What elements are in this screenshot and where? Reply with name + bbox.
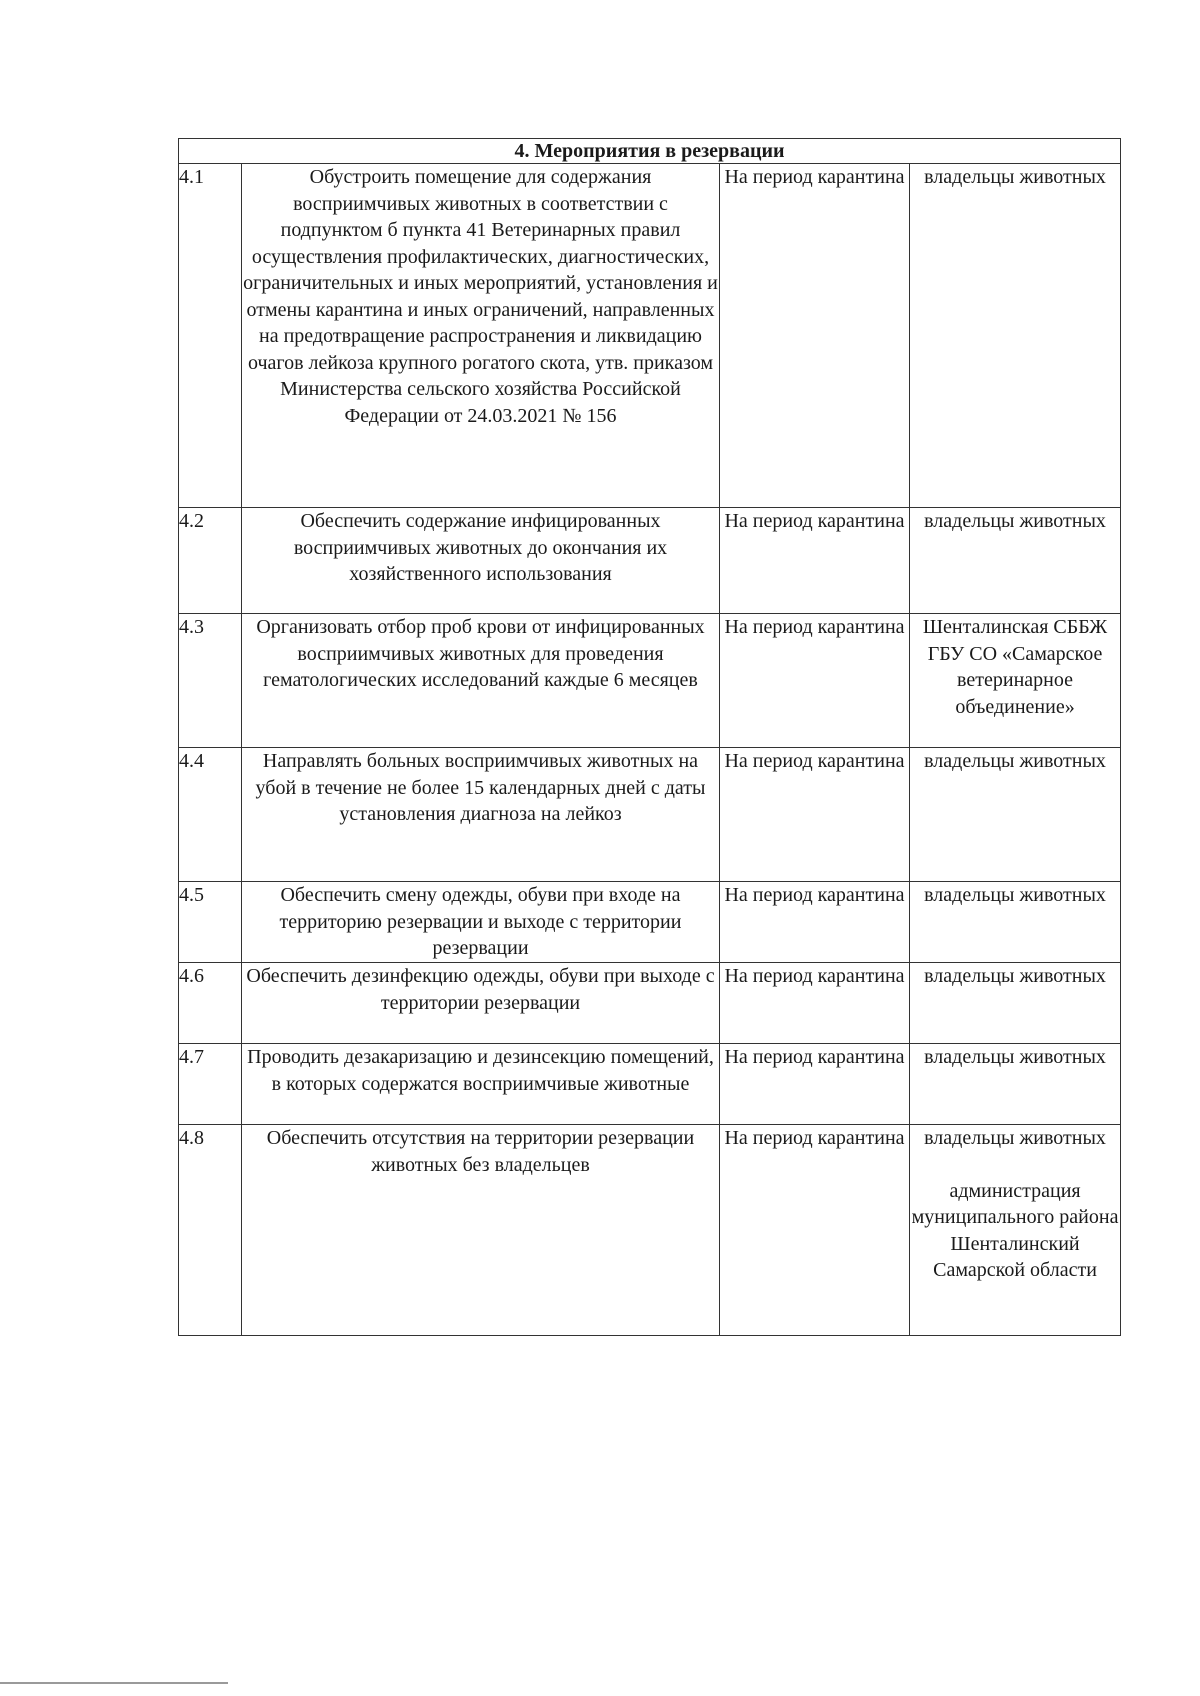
- table-row: [179, 1125, 1121, 1336]
- row-responsible: [910, 1044, 1121, 1125]
- row-period: На период карантина: [720, 614, 910, 748]
- responsible-party: владельцы животных: [924, 510, 1106, 532]
- responsible-party: владельцы животных: [924, 884, 1106, 906]
- table-row: [179, 963, 1121, 1044]
- row-responsible: [910, 614, 1121, 748]
- row-number: 4.4: [179, 748, 242, 882]
- row-period: На период карантина: [720, 882, 910, 963]
- row-description: Проводить дезакаризацию и дезинсекцию помещений, в которых содержатся восприимчивые животные: [242, 1044, 720, 1125]
- row-period: На период карантина: [720, 748, 910, 882]
- row-responsible: [910, 963, 1121, 1044]
- row-number: 4.3: [179, 614, 242, 748]
- responsible-party: владельцы животных: [924, 750, 1106, 772]
- row-responsible: [910, 164, 1121, 508]
- table-row: [179, 882, 1121, 963]
- row-number: 4.2: [179, 508, 242, 614]
- table-row: [179, 164, 1121, 508]
- row-responsible: [910, 508, 1121, 614]
- responsible-party: владельцы животных: [924, 166, 1106, 188]
- row-period: На период карантина: [720, 1044, 910, 1125]
- section-title: 4. Мероприятия в резервации: [179, 139, 1121, 164]
- row-number: 4.6: [179, 963, 242, 1044]
- table-row: [179, 614, 1121, 748]
- section-header-row: [179, 139, 1121, 164]
- page-footer-rule: [0, 1682, 228, 1684]
- responsible-party: администрация муниципального района Шенталинский Самарской области: [911, 1179, 1119, 1281]
- spacer: [910, 1152, 1120, 1178]
- row-description: Обустроить помещение для содержания восприимчивых животных в соответствии с подпунктом б пункта 41 Ветеринарных правил осуществления профилактических, диагностических, ограничительных и иных мероприятий, установления и отмены карантина и иных ограничений, направленных на предотвращение распространения и ликвидацию очагов лейкоза крупного рогатого скота, утв. приказом Министерства сельского хозяйства Российской Федерации от 24.03.2021 № 156: [242, 164, 720, 508]
- row-period: На период карантина: [720, 508, 910, 614]
- table-row: [179, 508, 1121, 614]
- row-responsible: [910, 882, 1121, 963]
- row-number: 4.1: [179, 164, 242, 508]
- row-description: Направлять больных восприимчивых животных на убой в течение не более 15 календарных дней с даты установления диагноза на лейкоз: [242, 748, 720, 882]
- responsible-party: владельцы животных: [924, 965, 1106, 987]
- row-number: 4.5: [179, 882, 242, 963]
- row-description: Обеспечить содержание инфицированных восприимчивых животных до окончания их хозяйственного использования: [242, 508, 720, 614]
- responsible-party: владельцы животных: [924, 1046, 1106, 1068]
- table-row: [179, 748, 1121, 882]
- table-row: [179, 1044, 1121, 1125]
- row-period: На период карантина: [720, 164, 910, 508]
- row-description: Обеспечить дезинфекцию одежды, обуви при выходе с территории резервации: [242, 963, 720, 1044]
- row-responsible: [910, 1125, 1121, 1336]
- row-number: 4.8: [179, 1125, 242, 1336]
- responsible-party: Шенталинская СББЖ ГБУ СО «Самарское ветеринарное объединение»: [922, 616, 1108, 718]
- responsible-party: владельцы животных: [924, 1127, 1106, 1149]
- row-responsible: [910, 748, 1121, 882]
- row-period: На период карантина: [720, 963, 910, 1044]
- row-number: 4.7: [179, 1044, 242, 1125]
- row-description: Организовать отбор проб крови от инфицированных восприимчивых животных для проведения гематологических исследований каждые 6 месяцев: [242, 614, 720, 748]
- measures-table: [178, 138, 1121, 1336]
- row-description: Обеспечить смену одежды, обуви при входе на территорию резервации и выходе с территории резервации: [242, 882, 720, 963]
- row-period: На период карантина: [720, 1125, 910, 1336]
- row-description: Обеспечить отсутствия на территории резервации животных без владельцев: [242, 1125, 720, 1336]
